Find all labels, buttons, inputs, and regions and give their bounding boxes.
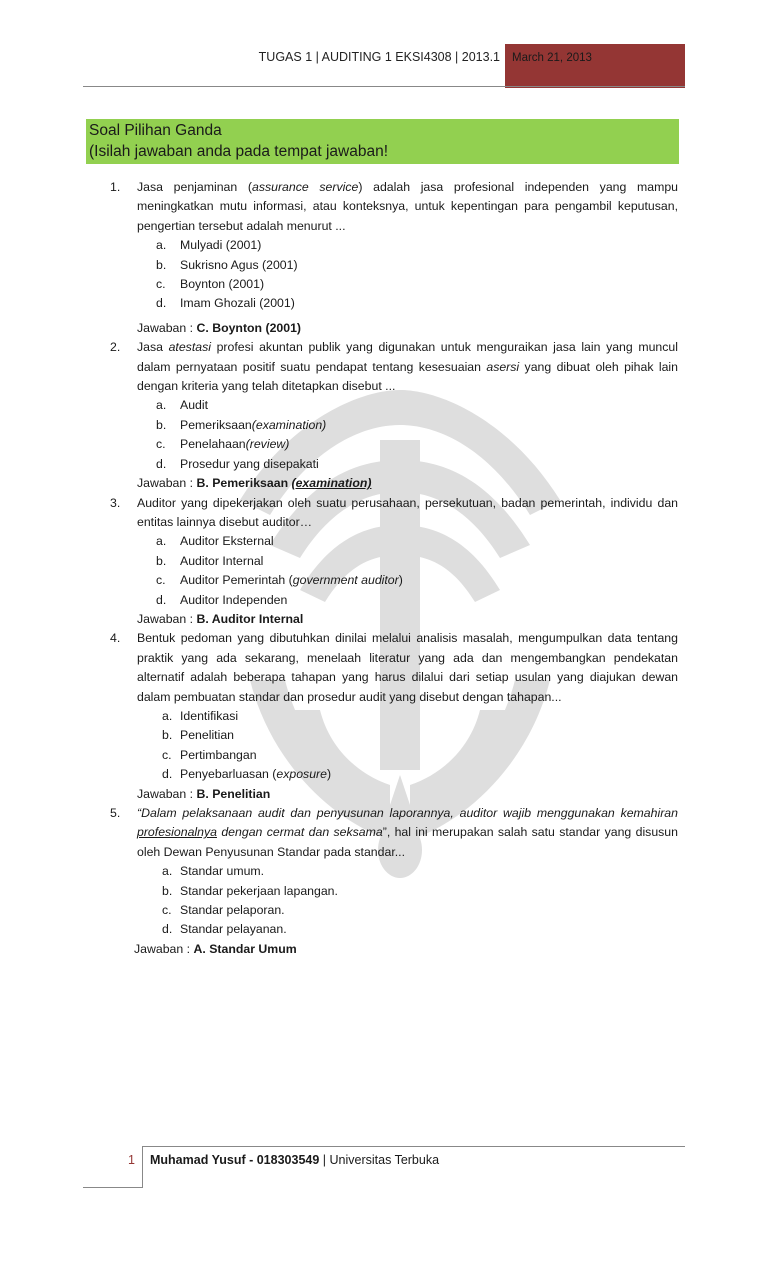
option-letter: a. [162, 708, 173, 723]
option-text: Standar umum. [180, 864, 265, 879]
question-2 [110, 338, 678, 493]
option-text: Boynton (2001) [180, 277, 265, 292]
option-letter: c. [162, 903, 172, 918]
option-text: Auditor Pemerintah ( [180, 573, 293, 588]
option-letter: c. [156, 437, 166, 452]
option-letter: d. [156, 296, 167, 311]
option-list [162, 707, 678, 785]
option-text-italic: exposure [276, 767, 327, 782]
option-d [156, 455, 678, 474]
option-text: Standar pelayanan. [180, 922, 287, 937]
answer-value-italic: (examination) [291, 476, 372, 491]
option-letter: a. [156, 398, 167, 413]
header-divider [83, 86, 685, 87]
footer-separator: | [319, 1153, 330, 1167]
option-text: Penelahaan [180, 437, 246, 452]
answer-label: Jawaban : [134, 941, 194, 956]
option-text-italic: (examination) [251, 417, 327, 432]
option-c [162, 746, 678, 765]
question-text-italic: atestasi [168, 340, 211, 355]
option-letter: c. [162, 747, 172, 762]
option-a [162, 862, 678, 881]
option-text: Imam Ghozali (2001) [180, 296, 295, 311]
question-5 [110, 804, 678, 959]
option-text: Standar pelaporan. [180, 903, 285, 918]
option-d [162, 920, 678, 939]
question-number: 3. [110, 495, 121, 510]
answer-value: C. Boynton (2001) [196, 320, 302, 335]
option-letter: d. [156, 456, 167, 471]
question-text: Auditor yang dipekerjakan oleh suatu perusahaan, persekutuan, badan pemerintah, individu dan entitas lainnya disebut auditor… [137, 495, 678, 529]
option-text: Pemeriksaan [180, 417, 252, 432]
answer-line [137, 785, 678, 804]
option-letter: b. [162, 883, 173, 898]
option-letter: b. [156, 417, 167, 432]
option-letter: c. [156, 573, 166, 588]
option-text: Pertimbangan [180, 747, 257, 762]
option-letter: a. [156, 534, 167, 549]
question-text [137, 178, 678, 236]
option-c [162, 901, 678, 920]
option-text-after: ) [398, 573, 403, 588]
option-b [156, 256, 678, 275]
footer-text [150, 1153, 439, 1167]
question-text-part: ) adalah jasa profesional independen yang mampu meningkatkan mutu informasi, atau konteksnya, untuk kepentingan para pengambil keputusan, pengertian tersebut adalah menurut ... [137, 180, 679, 233]
option-d [156, 294, 678, 313]
question-text-underline: profesionalnya [137, 825, 217, 840]
answer-value: B. Auditor Internal [196, 611, 304, 626]
option-text: Auditor Eksternal [180, 534, 274, 549]
option-text: Audit [180, 398, 209, 413]
answer-value: B. Penelitian [196, 786, 271, 801]
option-text: Mulyadi (2001) [180, 238, 262, 253]
question-number: 2. [110, 340, 121, 355]
option-c [156, 435, 678, 454]
question-1 [110, 178, 678, 338]
question-3 [110, 494, 678, 630]
footer-institution: Universitas Terbuka [329, 1153, 440, 1167]
option-c [156, 275, 678, 294]
option-d [162, 765, 678, 784]
question-text-italic: “Dalam pelaksanaan audit dan penyusunan laporannya, auditor wajib menggunakan kemahiran [137, 806, 678, 820]
answer-line [137, 319, 678, 338]
option-a [156, 396, 678, 415]
option-list [156, 396, 678, 474]
answer-line [134, 940, 678, 959]
answer-value: A. Standar Umum [193, 941, 297, 956]
option-letter: c. [156, 277, 166, 292]
footer-divider [143, 1146, 685, 1147]
question-text-part: Jasa penjaminan ( [137, 180, 252, 194]
question-text-italic: asersi [486, 359, 520, 374]
option-d [156, 591, 678, 610]
option-list [162, 862, 678, 940]
question-4 [110, 629, 678, 804]
option-text: Sukrisno Agus (2001) [180, 257, 298, 272]
footer-page-number: 1 [128, 1153, 135, 1167]
question-number: 1. [110, 180, 121, 194]
option-letter: d. [162, 922, 173, 937]
question-text [137, 804, 678, 862]
answer-line [137, 474, 678, 493]
answer-label: Jawaban : [137, 320, 197, 335]
option-b [156, 552, 678, 571]
question-text-part: Jasa [137, 340, 169, 355]
option-letter: b. [162, 728, 173, 743]
option-letter: a. [162, 864, 173, 879]
option-letter: d. [162, 767, 173, 782]
option-letter: b. [156, 553, 167, 568]
option-list [156, 236, 678, 314]
option-a [162, 707, 678, 726]
question-text-part: ”, hal ini merupakan salah satu standar yang disusun oleh Dewan Penyusunan Standar pada standar... [137, 825, 678, 859]
option-text-after: ) [326, 767, 332, 782]
question-text: Bentuk pedoman yang dibutuhkan dinilai melalui analisis masalah, mengumpulkan data tentang praktik yang ada sekarang, menelaah literatur yang ada dan mengembangkan pendekatan alternatif adalah beberapa tahapan yang harus dilalui dari setiap usulan yang diajukan dewan dalam pembuatan standar dan prosedur audit yang disebut dengan tahapan... [137, 631, 678, 704]
question-number: 5. [110, 806, 121, 820]
option-b [162, 882, 678, 901]
footer-author: Muhamad Yusuf - 018303549 [150, 1153, 320, 1167]
section-title-band [86, 119, 679, 164]
answer-label: Jawaban : [137, 476, 197, 491]
answer-label: Jawaban : [137, 786, 197, 801]
answer-line [137, 610, 678, 629]
option-b [162, 726, 678, 745]
option-text: Auditor Independen [180, 592, 288, 607]
option-c [156, 571, 678, 590]
section-title: Soal Pilihan Ganda [89, 122, 222, 139]
option-text-italic: government auditor [292, 573, 399, 588]
option-text: Identifikasi [180, 708, 239, 723]
question-number: 4. [110, 631, 121, 646]
option-text-italic: (review) [245, 437, 290, 452]
answer-value: B. Pemeriksaan [196, 476, 292, 491]
question-text-italic: assurance service [251, 180, 359, 194]
option-a [156, 532, 678, 551]
question-text-part: yang dibuat oleh pihak lain dengan kriteria yang telah ditetapkan disebut ... [137, 359, 678, 394]
question-text-part: profesi akuntan publik yang digunakan untuk menguraikan jasa lain yang muncul dalam pernyataan positif suatu pendapat tentang kesesuaian [137, 340, 678, 374]
question-text-italic: dengan cermat dan seksama [216, 825, 383, 840]
header-title: TUGAS 1 | AUDITING 1 EKSI4308 | 2013.1 [258, 50, 500, 64]
option-a [156, 236, 678, 255]
option-text: Standar pekerjaan lapangan. [180, 883, 338, 898]
option-letter: a. [156, 238, 167, 253]
option-letter: d. [156, 592, 167, 607]
option-text: Penelitian [180, 728, 235, 743]
header-date: March 21, 2013 [505, 44, 685, 88]
question-list [110, 178, 678, 959]
option-b [156, 416, 678, 435]
option-letter: b. [156, 257, 167, 272]
question-text [137, 338, 678, 396]
answer-label: Jawaban : [137, 611, 197, 626]
option-list [156, 532, 678, 610]
option-text: Auditor Internal [180, 553, 264, 568]
option-text: Penyebarluasan ( [180, 767, 277, 782]
section-instruction: (Isilah jawaban anda pada tempat jawaban! [89, 143, 389, 160]
option-text: Prosedur yang disepakati [180, 456, 319, 471]
